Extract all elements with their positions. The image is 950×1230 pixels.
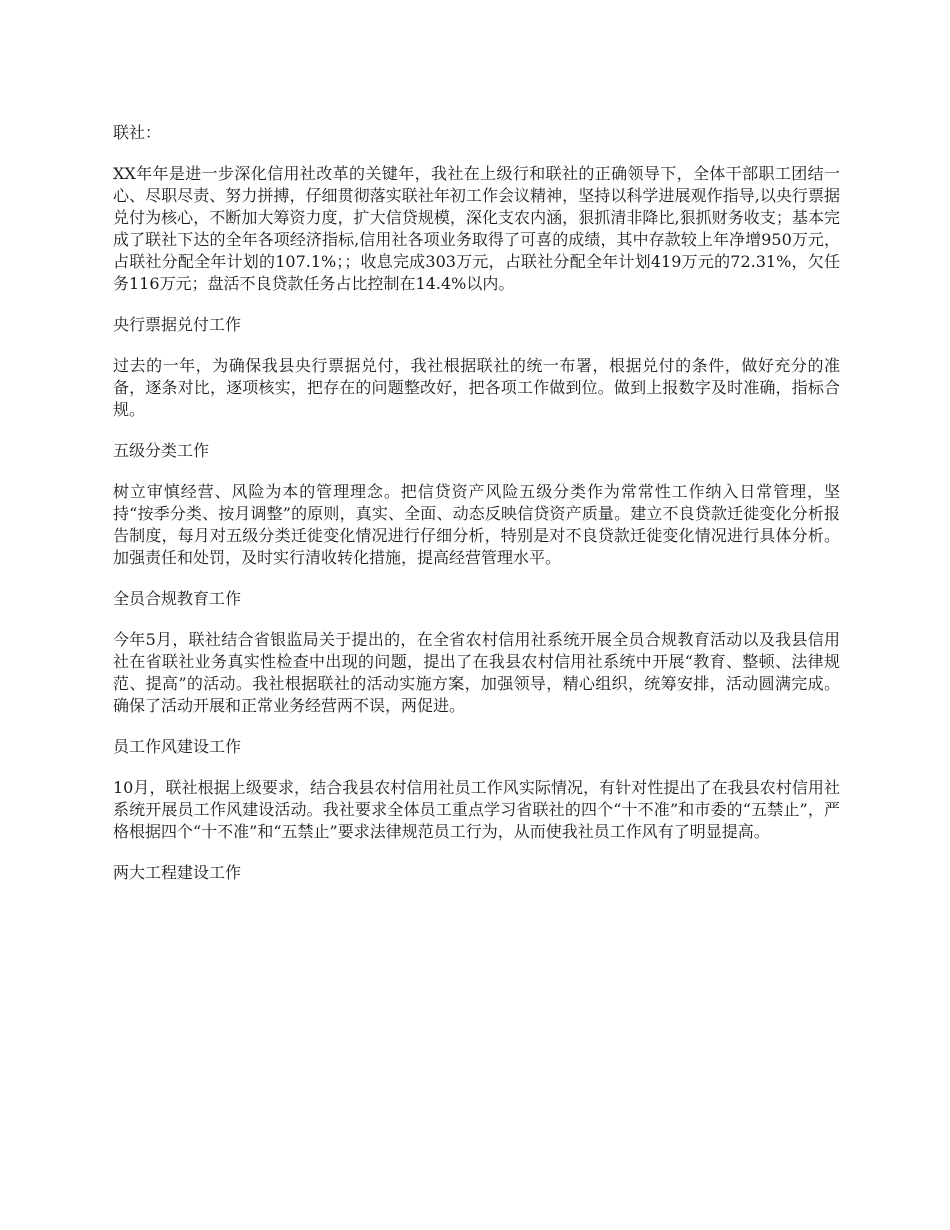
section-body: 今年5月，联社结合省银监局关于提出的，在全省农村信用社系统开展全员合规教育活动以及我县信用社在省联社业务真实性检查中出现的问题，提出了在我县农村信用社系统中开展“教育、整顿、法律规范、提高”的活动。我社根据联社的活动实施方案，加强领导，精心组织，统筹安排，活动圆满完成。确保了活动开展和正常业务经营两不误，两促进。	[113, 630, 840, 715]
section-heading: 央行票据兑付工作	[113, 315, 242, 334]
section-heading: 员工作风建设工作	[113, 737, 242, 756]
document-page	[113, 122, 840, 903]
section-heading: 两大工程建设工作	[113, 863, 242, 882]
section-heading: 全员合规教育工作	[113, 589, 242, 608]
section-body: 10月，联社根据上级要求，结合我县农村信用社员工作风实际情况，有针对性提出了在我县农村信用社系统开展员工作风建设活动。我社要求全体员工重点学习省联社的四个“十不准”和市委的“五禁止”，严格根据四个“十不准”和“五禁止”要求法律规范员工行为，从而使我社员工作风有了明显提高。	[113, 778, 840, 841]
section-body: 树立审慎经营、风险为本的管理理念。把信贷资产风险五级分类作为常常性工作纳入日常管理，坚持“按季分类、按月调整”的原则，真实、全面、动态反映信贷资产质量。建立不良贷款迁徙变化分析报告制度，每月对五级分类迁徙变化情况进行仔细分析，特别是对不良贷款迁徙变化情况进行具体分析。加强责任和处罚，及时实行清收转化措施，提高经营管理水平。	[113, 482, 840, 567]
section-heading: 五级分类工作	[113, 441, 210, 460]
section-body: 过去的一年，为确保我县央行票据兑付，我社根据联社的统一布署，根据兑付的条件，做好充分的准备，逐条对比，逐项核实，把存在的问题整改好，把各项工作做到位。做到上报数字及时准确，指标合规。	[113, 356, 840, 419]
salutation: 联社：	[113, 123, 162, 142]
intro-paragraph: XX年年是进一步深化信用社改革的关键年，我社在上级行和联社的正确领导下，全体干部职工团结一心、尽职尽责、努力拼搏，仔细贯彻落实联社年初工作会议精神，坚持以科学进展观作指导,以央行票据兑付为核心，不断加大筹资力度，扩大信贷规模，深化支农内涵，狠抓清非降比,狠抓财务收支；基本完成了联社下达的全年各项经济指标,信用社各项业务取得了可喜的成绩，其中存款较上年净增950万元，占联社分配全年计划的107.1%；；收息完成303万元，占联社分配全年计划419万元的72.31%，欠任务116万元；盘活不良贷款任务占比控制在14.4%以内。	[113, 164, 840, 293]
